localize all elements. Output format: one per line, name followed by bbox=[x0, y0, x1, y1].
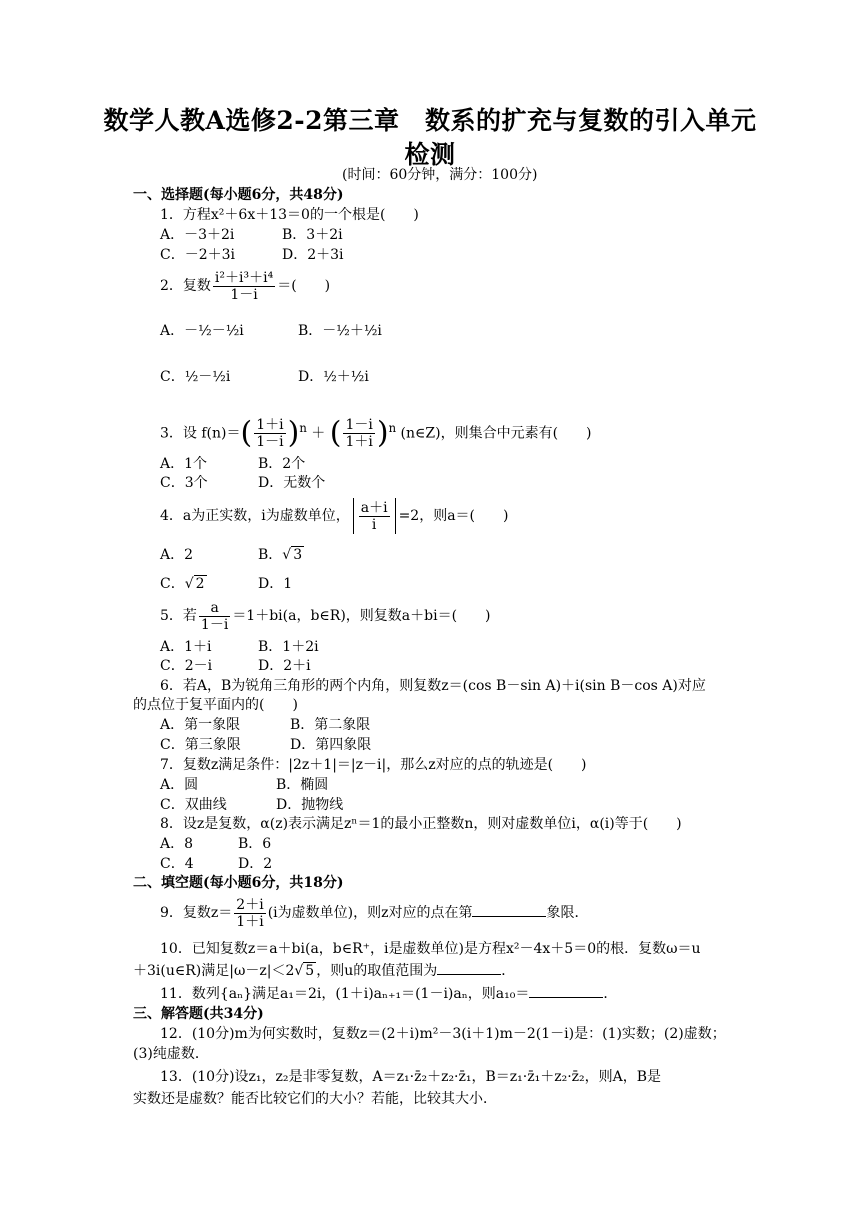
q2-b-expr: －½＋½i bbox=[322, 323, 382, 339]
q13-expression-a: A＝z₁·z̄₂＋z₂·z̄₁ bbox=[372, 1069, 472, 1085]
q3-paren-close-2: ) bbox=[376, 415, 389, 451]
q4-b-label: B． bbox=[258, 547, 283, 563]
q13-tail: ，则A，B是 bbox=[584, 1069, 662, 1085]
q3-option-a: A．1个 bbox=[160, 456, 208, 472]
q2-a-expr: －½－½i bbox=[184, 323, 244, 339]
q4-option-a: A．2 bbox=[160, 547, 194, 563]
q6-option-a: A．第一象限 bbox=[160, 717, 241, 733]
q4-tail: =2，则a＝( ) bbox=[398, 508, 509, 524]
q9-lead: 9．复数z＝ bbox=[160, 905, 233, 921]
q8-option-d: D．2 bbox=[238, 856, 273, 872]
q3-fraction-2 bbox=[343, 417, 374, 450]
q2-c-label: C． bbox=[160, 369, 185, 385]
q4-abs-bar-left bbox=[353, 498, 354, 534]
document-title bbox=[100, 104, 760, 172]
q2-b-label: B． bbox=[298, 323, 323, 339]
q10-stem-line2 bbox=[133, 962, 515, 980]
q4-b-sqrt: √ 3 bbox=[282, 547, 303, 563]
q2-option-d bbox=[298, 368, 369, 386]
q11-end: ． bbox=[603, 986, 618, 1002]
q8-option-b: B．6 bbox=[238, 836, 272, 852]
q6-option-c: C．第三象限 bbox=[160, 737, 241, 753]
q3-option-c: C．3个 bbox=[160, 475, 208, 491]
q4-c-sqrt: √ 2 bbox=[184, 576, 205, 592]
q13-stem-line2: 实数还是虚数？能否比较它们的大小？若能，比较其大小． bbox=[133, 1091, 497, 1107]
q6-option-d: D．第四象限 bbox=[290, 737, 372, 753]
q3-f1-denominator: 1－i bbox=[256, 434, 284, 451]
q12-stem-line1: 12．(10分)m为何实数时，复数z＝(2＋i)m²－3(i＋1)m－2(1－i)是：(1)实数；(2)虚数； bbox=[160, 1026, 726, 1042]
q10-sqrt: √ 5 bbox=[294, 963, 315, 979]
q7-stem: 7．复数z满足条件：|2z＋1|＝|z－i|，那么z对应的点的轨迹是( ) bbox=[160, 757, 587, 773]
q4-c-radicand: 2 bbox=[195, 576, 205, 592]
q10-part-c: ． bbox=[501, 963, 516, 979]
q3-tail: (n∈Z)，则集合中元素有( ) bbox=[400, 425, 592, 442]
q7-option-c: C．双曲线 bbox=[160, 797, 227, 813]
q1-stem: 1．方程x²＋6x＋13＝0的一个根是( ) bbox=[160, 207, 419, 223]
q6-option-b: B．第二象限 bbox=[290, 717, 371, 733]
section-choice-heading: 一、选择题(每小题6分，共48分) bbox=[133, 187, 344, 203]
title-line-2: 检测 bbox=[404, 140, 456, 169]
q5-option-d: D．2＋i bbox=[258, 658, 311, 674]
q4-fraction bbox=[359, 500, 390, 533]
q3-exponent-2: n bbox=[388, 421, 397, 435]
q2-option-c bbox=[160, 368, 230, 386]
q4-b-radicand: 3 bbox=[293, 547, 303, 563]
q8-option-c: C．4 bbox=[160, 856, 194, 872]
q2-option-b bbox=[298, 322, 382, 340]
q9-stem bbox=[160, 894, 588, 932]
q3-lead: 3．设 bbox=[160, 425, 197, 442]
q9-denominator: 1＋i bbox=[236, 913, 264, 930]
q5-denominator: 1－i bbox=[200, 616, 229, 633]
q6-stem-line2: 的点位于复平面内的( ) bbox=[133, 697, 298, 713]
q5-lead: 5．若 bbox=[160, 608, 197, 624]
section-solution-heading: 三、解答题(共34分) bbox=[133, 1006, 264, 1022]
q1-option-a: A．－3＋2i bbox=[160, 227, 235, 243]
q3-fraction-1 bbox=[254, 417, 285, 450]
q2-lead: 2．复数 bbox=[160, 278, 211, 294]
q10-answer-blank bbox=[437, 962, 501, 975]
q3-paren-close-1: ) bbox=[287, 415, 300, 451]
q5-option-a: A．1＋i bbox=[160, 639, 212, 655]
q11-stem bbox=[160, 985, 617, 1003]
q5-fraction bbox=[199, 600, 230, 633]
title-line-1: 数学人教A选修2-2第三章 数系的扩充与复数的引入单元 bbox=[103, 106, 757, 135]
q3-paren-open-1: ( bbox=[240, 415, 253, 451]
q4-abs-bar-right bbox=[395, 498, 396, 534]
q10-stem-line1: 10．已知复数z＝a＋bi(a，b∈R⁺，i是虚数单位)是方程x²－4x＋5＝0的根．复数ω＝u bbox=[160, 941, 701, 957]
q13-lead: 13．(10分)设z₁，z₂是非零复数， bbox=[160, 1069, 373, 1085]
q2-c-expr: ½－½i bbox=[184, 369, 231, 385]
q4-option-c bbox=[160, 575, 207, 593]
q4-c-label: C． bbox=[160, 576, 185, 592]
q6-stem-line1: 6．若A，B为锐角三角形的两个内角，则复数z＝(cos B－sin A)＋i(sin B－cos A)对应 bbox=[160, 678, 706, 694]
q5-option-c: C．2－i bbox=[160, 658, 213, 674]
q2-d-label: D． bbox=[298, 369, 324, 385]
q7-option-a: A．圆 bbox=[160, 777, 199, 793]
q3-option-b: B．2个 bbox=[258, 456, 306, 472]
q4-denominator: i bbox=[371, 516, 377, 533]
q2-fraction bbox=[213, 270, 275, 303]
q4-numerator: a＋i bbox=[360, 499, 388, 516]
q2-d-expr: ½＋½i bbox=[323, 369, 369, 385]
q1-option-c: C．－2＋3i bbox=[160, 247, 236, 263]
q9-tail-2: 象限． bbox=[546, 905, 589, 921]
q10-radicand: 5 bbox=[305, 963, 315, 979]
q2-numerator: i²＋i³＋i⁴ bbox=[214, 269, 274, 286]
q2-option-a bbox=[160, 322, 244, 340]
q13-separator: ， bbox=[471, 1069, 486, 1085]
q2-denominator: 1－i bbox=[230, 286, 258, 303]
q3-paren-open-2: ( bbox=[329, 415, 342, 451]
q10-part-b: ，则u的取值范围为 bbox=[316, 963, 438, 979]
q3-function: f(n)＝ bbox=[201, 425, 241, 442]
q2-a-label: A． bbox=[160, 323, 185, 339]
q11-answer-blank bbox=[529, 985, 603, 998]
q7-option-b: B．椭圆 bbox=[276, 777, 329, 793]
q4-stem bbox=[160, 496, 508, 536]
q3-option-d: D．无数个 bbox=[258, 475, 326, 491]
q8-option-a: A．8 bbox=[160, 836, 194, 852]
q3-stem: 3．设 f(n)＝( $\frac{1+i}{1-i}$ )$^n$ ＋ ( $\frac{1-i}{1+i}$ )$^n$ (n∈Z)，则集合中元素有( ) bbox=[160, 415, 592, 451]
q13-stem-line1 bbox=[160, 1068, 661, 1086]
q9-answer-blank bbox=[472, 904, 546, 917]
q4-option-d: D．1 bbox=[258, 576, 293, 592]
q10-part-a: ＋3i(u∈R)满足|ω－z|＜2 bbox=[133, 963, 295, 979]
q1-option-d: D．2＋3i bbox=[282, 247, 344, 263]
q3-exponent-1: n bbox=[299, 421, 307, 435]
q9-fraction bbox=[234, 897, 265, 930]
exam-meta: (时间：60分钟，满分：100分) bbox=[342, 167, 538, 183]
q3-f1-numerator: 1＋i bbox=[256, 417, 284, 434]
q12-stem-line2: (3)纯虚数． bbox=[133, 1046, 209, 1062]
q5-option-b: B．1＋2i bbox=[258, 639, 319, 655]
q8-stem: 8．设z是复数，α(z)表示满足zⁿ＝1的最小正整数n，则对虚数单位i，α(i)等于( ) bbox=[160, 816, 682, 832]
q13-expression-b: B＝z₁·z̄₁＋z₂·z̄₂ bbox=[485, 1069, 585, 1085]
q1-option-b: B．3＋2i bbox=[282, 227, 343, 243]
q2-stem bbox=[160, 268, 330, 304]
q3-f2-numerator: 1－i bbox=[345, 417, 373, 434]
q9-tail-1: (i为虚数单位)，则z对应的点在第 bbox=[267, 905, 473, 921]
q11-text: 11．数列{aₙ}满足a₁＝2i，(1＋i)aₙ₊₁＝(1－i)aₙ，则a₁₀＝ bbox=[160, 986, 530, 1002]
q5-numerator: a bbox=[199, 600, 230, 617]
q4-option-b bbox=[258, 546, 304, 564]
q5-tail: ＝1＋bi(a，b∈R)，则复数a＋bi＝( ) bbox=[232, 608, 491, 624]
q5-stem bbox=[160, 598, 491, 634]
q3-f2-denominator: 1＋i bbox=[345, 434, 373, 451]
section-fill-heading: 二、填空题(每小题6分，共18分) bbox=[133, 875, 344, 891]
q4-lead: 4．a为正实数，i为虚数单位， bbox=[160, 508, 350, 524]
q2-tail: ＝( ) bbox=[277, 278, 331, 294]
q9-numerator: 2＋i bbox=[236, 896, 264, 913]
q7-option-d: D．抛物线 bbox=[276, 797, 344, 813]
